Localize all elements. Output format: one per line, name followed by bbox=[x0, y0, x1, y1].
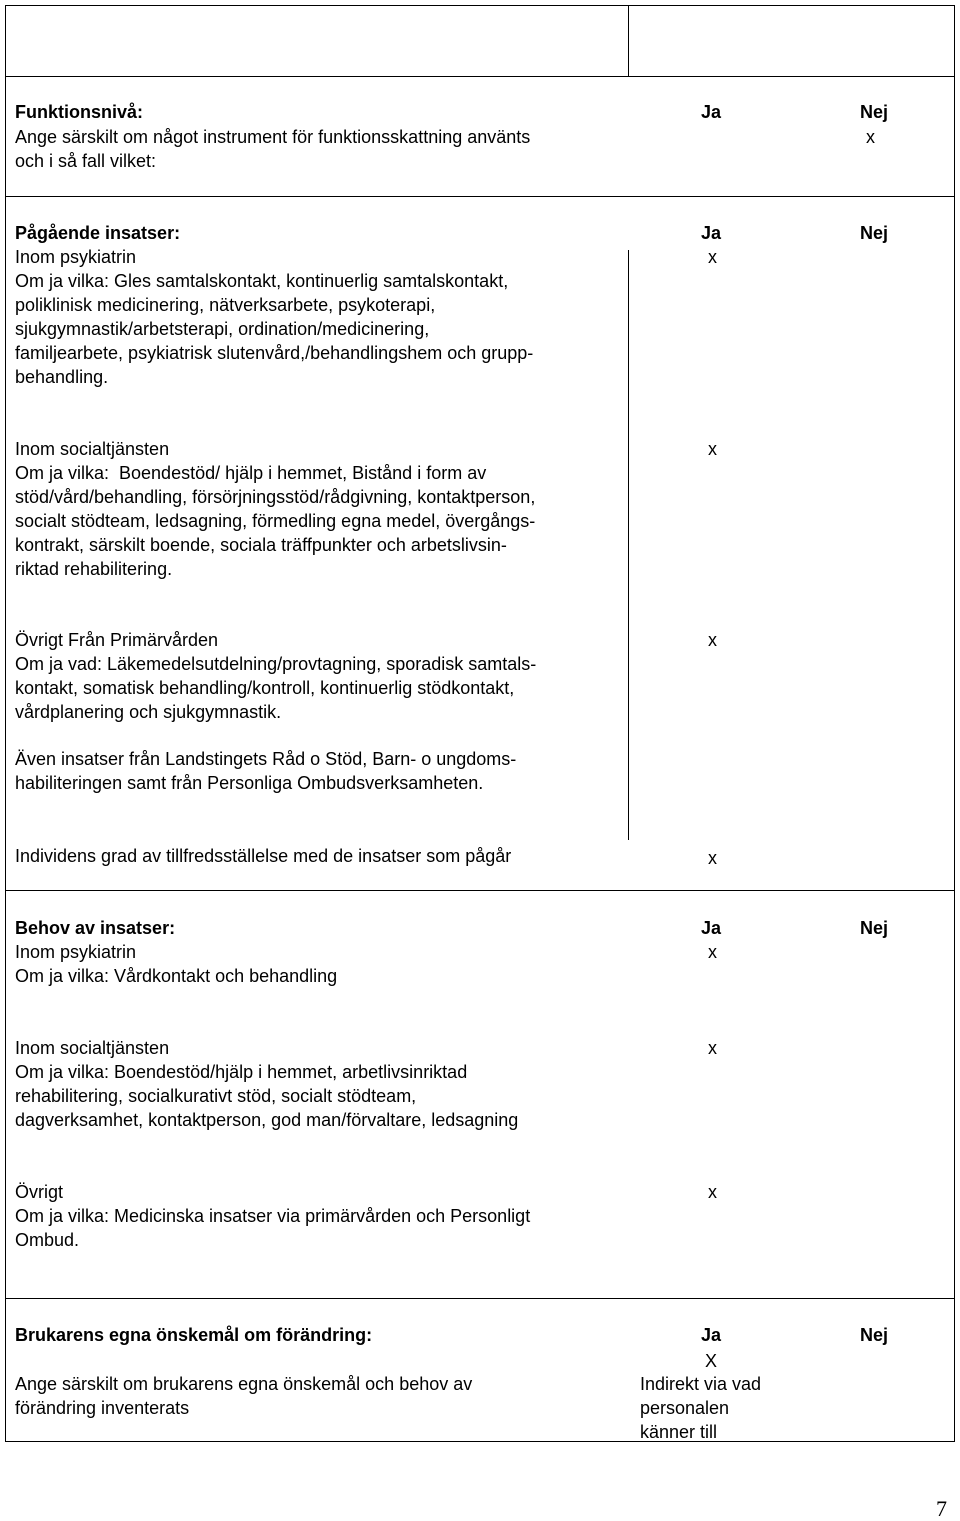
behov-ovrigt-title: Övrigt bbox=[15, 1182, 64, 1202]
pagaende-ovrigt-line: vårdplanering och sjukgymnastik. bbox=[15, 702, 282, 722]
behov-ovrigt-line: Ombud. bbox=[15, 1230, 80, 1250]
behov-psykiatri-line: Om ja vilka: Vårdkontakt och behandling bbox=[15, 966, 338, 986]
pagaende-socialtjansten-title: Inom socialtjänsten bbox=[15, 439, 170, 459]
brukarens-nej-label: Nej bbox=[860, 1325, 889, 1345]
behov-socialtjansten-line: rehabilitering, socialkurativt stöd, socialt stödteam, bbox=[15, 1086, 417, 1106]
behov-socialtjansten-ja-mark: x bbox=[708, 1038, 717, 1058]
pagaende-nej-label: Nej bbox=[860, 223, 889, 243]
pagaende-ovrigt-line: kontakt, somatisk behandling/kontroll, kontinuerlig stödkontakt, bbox=[15, 678, 515, 698]
funktionsniva-nej-label: Nej bbox=[860, 102, 889, 122]
behov-socialtjansten-line: Om ja vilka: Boendestöd/hjälp i hemmet, arbetlivsinriktad bbox=[15, 1062, 468, 1082]
brukarens-note-line: känner till bbox=[640, 1422, 718, 1442]
behov-heading: Behov av insatser: bbox=[15, 918, 176, 938]
pagaende-socialtjansten-line: socialt stödteam, ledsagning, förmedling egna medel, övergångs- bbox=[15, 511, 536, 531]
row-divider bbox=[5, 890, 955, 891]
funktionsniva-ja-label: Ja bbox=[701, 102, 722, 122]
pagaende-psykiatri-line: behandling. bbox=[15, 367, 109, 387]
column-divider bbox=[628, 5, 629, 76]
behov-ovrigt-ja-mark: x bbox=[708, 1182, 717, 1202]
pagaende-ovrigt-extra-line: Även insatser från Landstingets Råd o Stöd, Barn- o ungdoms- bbox=[15, 749, 517, 769]
funktionsniva-text-line: och i så fall vilket: bbox=[15, 151, 157, 171]
brukarens-text-line: Ange särskilt om brukarens egna önskemål och behov av bbox=[15, 1374, 473, 1394]
behov-nej-label: Nej bbox=[860, 918, 889, 938]
pagaende-socialtjansten-line: stöd/vård/behandling, försörjningsstöd/rådgivning, kontaktperson, bbox=[15, 487, 536, 507]
pagaende-psykiatri-title: Inom psykiatrin bbox=[15, 247, 137, 267]
behov-socialtjansten-line: dagverksamhet, kontaktperson, god man/förvaltare, ledsagning bbox=[15, 1110, 519, 1130]
pagaende-ja-label: Ja bbox=[701, 223, 722, 243]
funktionsniva-nej-mark: x bbox=[866, 127, 875, 147]
page-number: 7 bbox=[936, 1496, 947, 1521]
funktionsniva-text-line: Ange särskilt om något instrument för funktionsskattning använts bbox=[15, 127, 531, 147]
behov-socialtjansten-title: Inom socialtjänsten bbox=[15, 1038, 170, 1058]
brukarens-text-line: förändring inventerats bbox=[15, 1398, 190, 1418]
row-divider bbox=[5, 76, 955, 77]
pagaende-psykiatri-ja-mark: x bbox=[708, 247, 717, 267]
behov-ja-label: Ja bbox=[701, 918, 722, 938]
pagaende-ovrigt-line: Om ja vad: Läkemedelsutdelning/provtagning, sporadisk samtals- bbox=[15, 654, 537, 674]
pagaende-socialtjansten-line: kontrakt, särskilt boende, sociala träffpunkter och arbetslivsin- bbox=[15, 535, 507, 555]
pagaende-ovrigt-extra-line: habiliteringen samt från Personliga Ombudsverksamheten. bbox=[15, 773, 484, 793]
brukarens-ja-mark: X bbox=[705, 1351, 718, 1371]
pagaende-psykiatri-line: poliklinisk medicinering, nätverksarbete, psykoterapi, bbox=[15, 295, 436, 315]
pagaende-psykiatri-line: sjukgymnastik/arbetsterapi, ordination/medicinering, bbox=[15, 319, 430, 339]
tillfredsstallelse-mark: x bbox=[708, 848, 717, 868]
row-divider bbox=[5, 196, 955, 197]
pagaende-socialtjansten-line: Om ja vilka: Boendestöd/ hjälp i hemmet, Bistånd i form av bbox=[15, 463, 487, 483]
brukarens-ja-label: Ja bbox=[701, 1325, 722, 1345]
column-divider bbox=[628, 250, 629, 840]
brukarens-note-line: personalen bbox=[640, 1398, 730, 1418]
brukarens-heading: Brukarens egna önskemål om förändring: bbox=[15, 1325, 373, 1345]
brukarens-note-line: Indirekt via vad bbox=[640, 1374, 762, 1394]
behov-psykiatri-ja-mark: x bbox=[708, 942, 717, 962]
pagaende-socialtjansten-line: riktad rehabilitering. bbox=[15, 559, 173, 579]
behov-ovrigt-line: Om ja vilka: Medicinska insatser via primärvården och Personligt bbox=[15, 1206, 531, 1226]
pagaende-psykiatri-line: Om ja vilka: Gles samtalskontakt, kontinuerlig samtalskontakt, bbox=[15, 271, 509, 291]
pagaende-socialtjansten-ja-mark: x bbox=[708, 439, 717, 459]
row-divider bbox=[5, 1298, 955, 1299]
funktionsniva-heading: Funktionsnivå: bbox=[15, 102, 144, 122]
pagaende-ovrigt-ja-mark: x bbox=[708, 630, 717, 650]
pagaende-heading: Pågående insatser: bbox=[15, 223, 181, 243]
pagaende-psykiatri-line: familjearbete, psykiatrisk slutenvård,/behandlingshem och grupp- bbox=[15, 343, 534, 363]
pagaende-ovrigt-title: Övrigt Från Primärvården bbox=[15, 630, 219, 650]
tillfredsstallelse-text: Individens grad av tillfredsställelse med de insatser som pågår bbox=[15, 846, 512, 866]
behov-psykiatri-title: Inom psykiatrin bbox=[15, 942, 137, 962]
